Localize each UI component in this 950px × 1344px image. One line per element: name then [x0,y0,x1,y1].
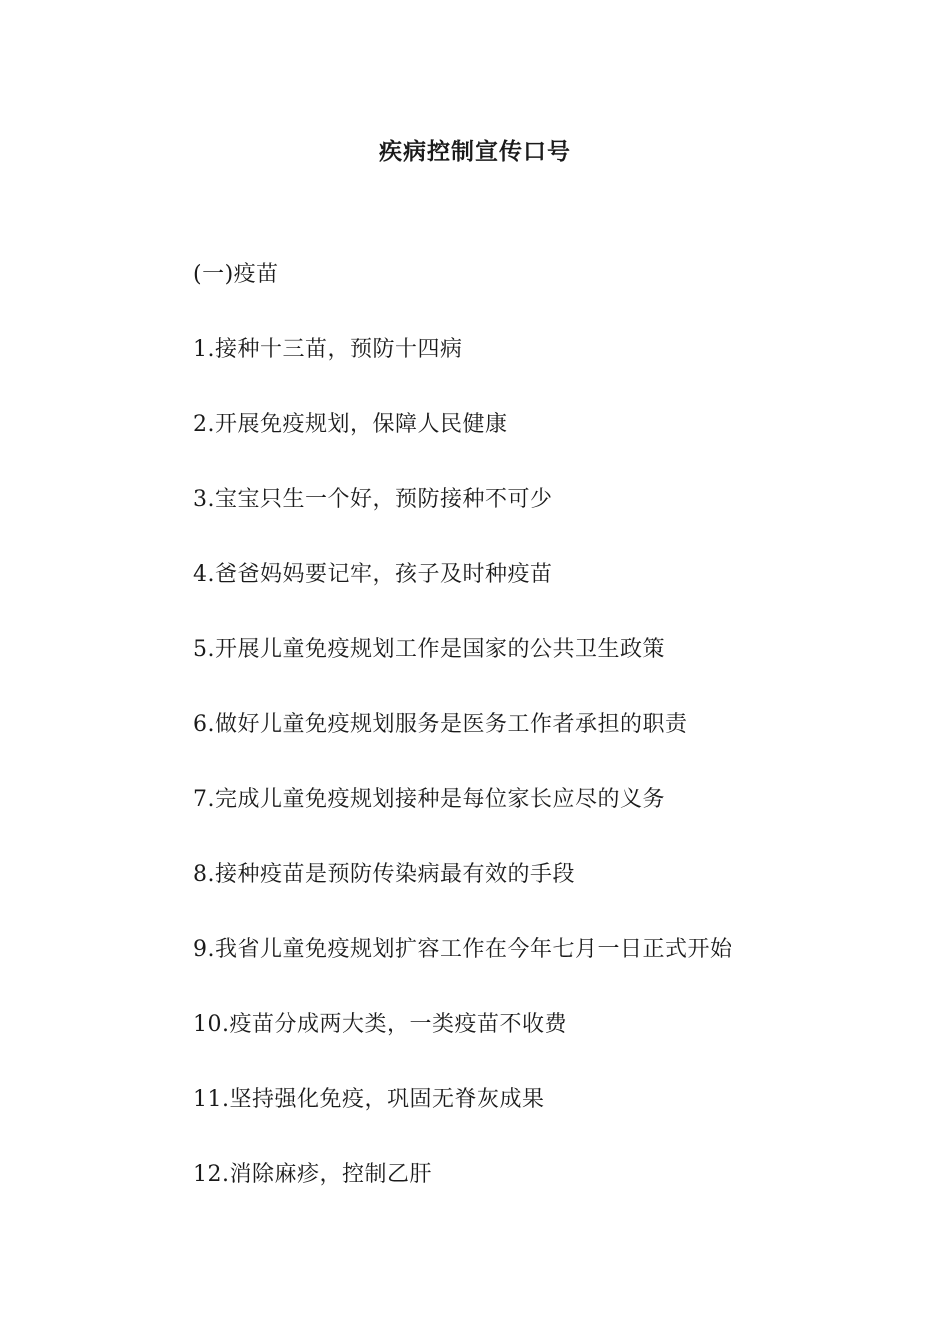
slogan-item: 2.开展免疫规划，保障人民健康 [193,412,508,437]
slogan-item: 4.爸爸妈妈要记牢，孩子及时种疫苗 [193,562,553,587]
slogan-item: 5.开展儿童免疫规划工作是国家的公共卫生政策 [193,637,665,662]
slogan-item: 11.坚持强化免疫，巩固无脊灰成果 [193,1087,545,1112]
slogan-item: 7.完成儿童免疫规划接种是每位家长应尽的义务 [193,787,665,812]
slogan-item: 10.疫苗分成两大类，一类疫苗不收费 [193,1012,567,1037]
slogan-item: 1.接种十三苗，预防十四病 [193,337,463,362]
slogan-item: 12.消除麻疹，控制乙肝 [193,1162,432,1187]
slogan-item: 9.我省儿童免疫规划扩容工作在今年七月一日正式开始 [193,937,733,962]
slogan-item: 6.做好儿童免疫规划服务是医务工作者承担的职责 [193,712,688,737]
slogan-item: 8.接种疫苗是预防传染病最有效的手段 [193,862,575,887]
section-heading-vaccines: (一)疫苗 [193,262,279,287]
slogan-item: 3.宝宝只生一个好，预防接种不可少 [193,487,553,512]
document-title: 疾病控制宣传口号 [379,138,571,165]
slogan-list [193,334,733,1234]
